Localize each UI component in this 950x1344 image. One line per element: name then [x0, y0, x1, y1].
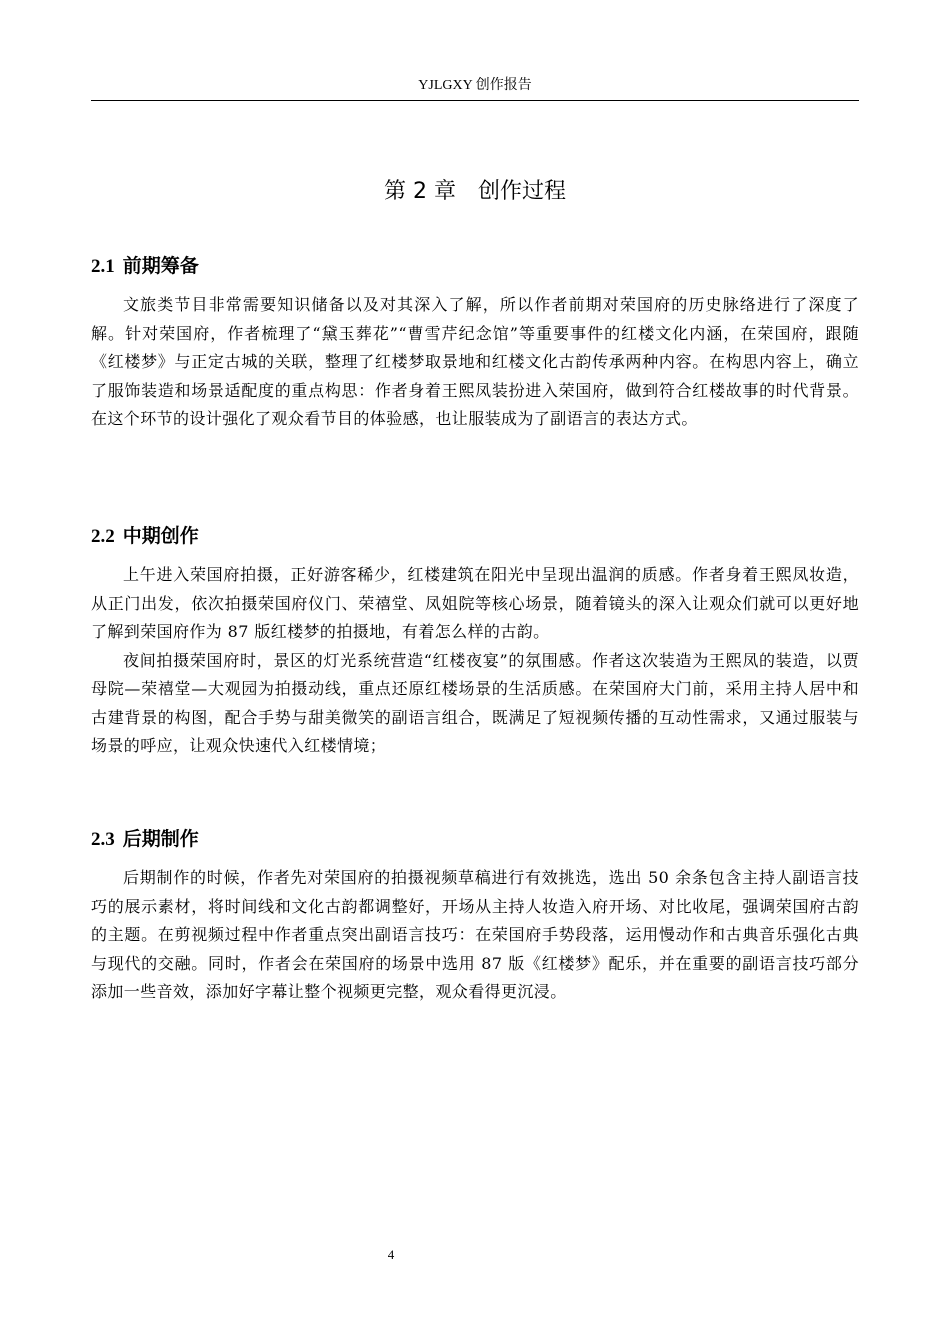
chapter-name: 创作过程: [477, 179, 566, 204]
section-number: 2.1: [91, 256, 115, 277]
section-heading: [91, 252, 859, 281]
section-2-2: [91, 522, 859, 761]
page-number: 4: [387, 1247, 395, 1262]
body-paragraph: 后期制作的时候，作者先对荣国府的拍摄视频草稿进行有效挑选，选出 50 余条包含主持人副语言技巧的展示素材，将时间线和文化古韵都调整好，开场从主持人妆造入府开场、对比收尾，强调荣国府古韵的主题。在剪视频过程中作者重点突出副语言技巧：在荣国府手势段落，运用慢动作和古典音乐强化古典与现代的交融。同时，作者会在荣国府的场景中选用 87 版《红楼梦》配乐，并在重要的副语言技巧部分添加一些音效，添加好字幕让整个视频更完整，观众看得更沉浸。: [91, 868, 859, 1001]
section-title: 后期制作: [122, 828, 199, 850]
body-paragraph: 上午进入荣国府拍摄，正好游客稀少，红楼建筑在阳光中呈现出温润的质感。作者身着王熙凤妆造，从正门出发，依次拍摄荣国府仪门、荣禧堂、凤姐院等核心场景，随着镜头的深入让观众们就可以更好地了解到荣国府作为 87 版红楼梦的拍摄地，有着怎么样的古韵。: [91, 565, 859, 641]
running-header: YJLGXY 创作报告: [418, 78, 532, 93]
section-2-3: [91, 825, 859, 1007]
section-heading: [91, 522, 859, 551]
section-2-1: [91, 252, 859, 434]
section-title: 中期创作: [122, 525, 199, 547]
chapter-number: 第 2 章: [384, 179, 456, 204]
chapter-title: [91, 176, 859, 208]
section-number: 2.2: [91, 526, 115, 547]
section-heading: [91, 825, 859, 854]
section-number: 2.3: [91, 829, 115, 850]
section-title: 前期筹备: [122, 255, 199, 277]
header-rule: [91, 100, 859, 101]
body-paragraph: 夜间拍摄荣国府时，景区的灯光系统营造“红楼夜宴”的氛围感。作者这次装造为王熙凤的装造，以贾母院—荣禧堂—大观园为拍摄动线，重点还原红楼场景的生活质感。在荣国府大门前，采用主持人居中和 古建背景的构图，配合手势与甜美微笑的副语言组合，既满足了短视频传播的互动性需求，又通过服装与场景的呼应，让观众快速代入红楼情境；: [91, 650, 859, 755]
body-paragraph: 文旅类节目非常需要知识储备以及对其深入了解，所以作者前期对荣国府的历史脉络进行了深度了解。针对荣国府，作者梳理了“黛玉葬花”“曹雪芹纪念馆”等重要事件的红楼文化内涵，在荣国府，跟随《红楼梦》与正定古城的关联，整理了红楼梦取景地和红楼文化古韵传承两种内容。在构思内容上，确立了服饰装造和场景适配度的重点构思：作者身着王熙凤装扮进入荣国府，做到符合红楼故事的时代背景。在这个环节的设计强化了观众看节目的体验感，也让服装成为了副语言的表达方式。: [91, 295, 859, 428]
